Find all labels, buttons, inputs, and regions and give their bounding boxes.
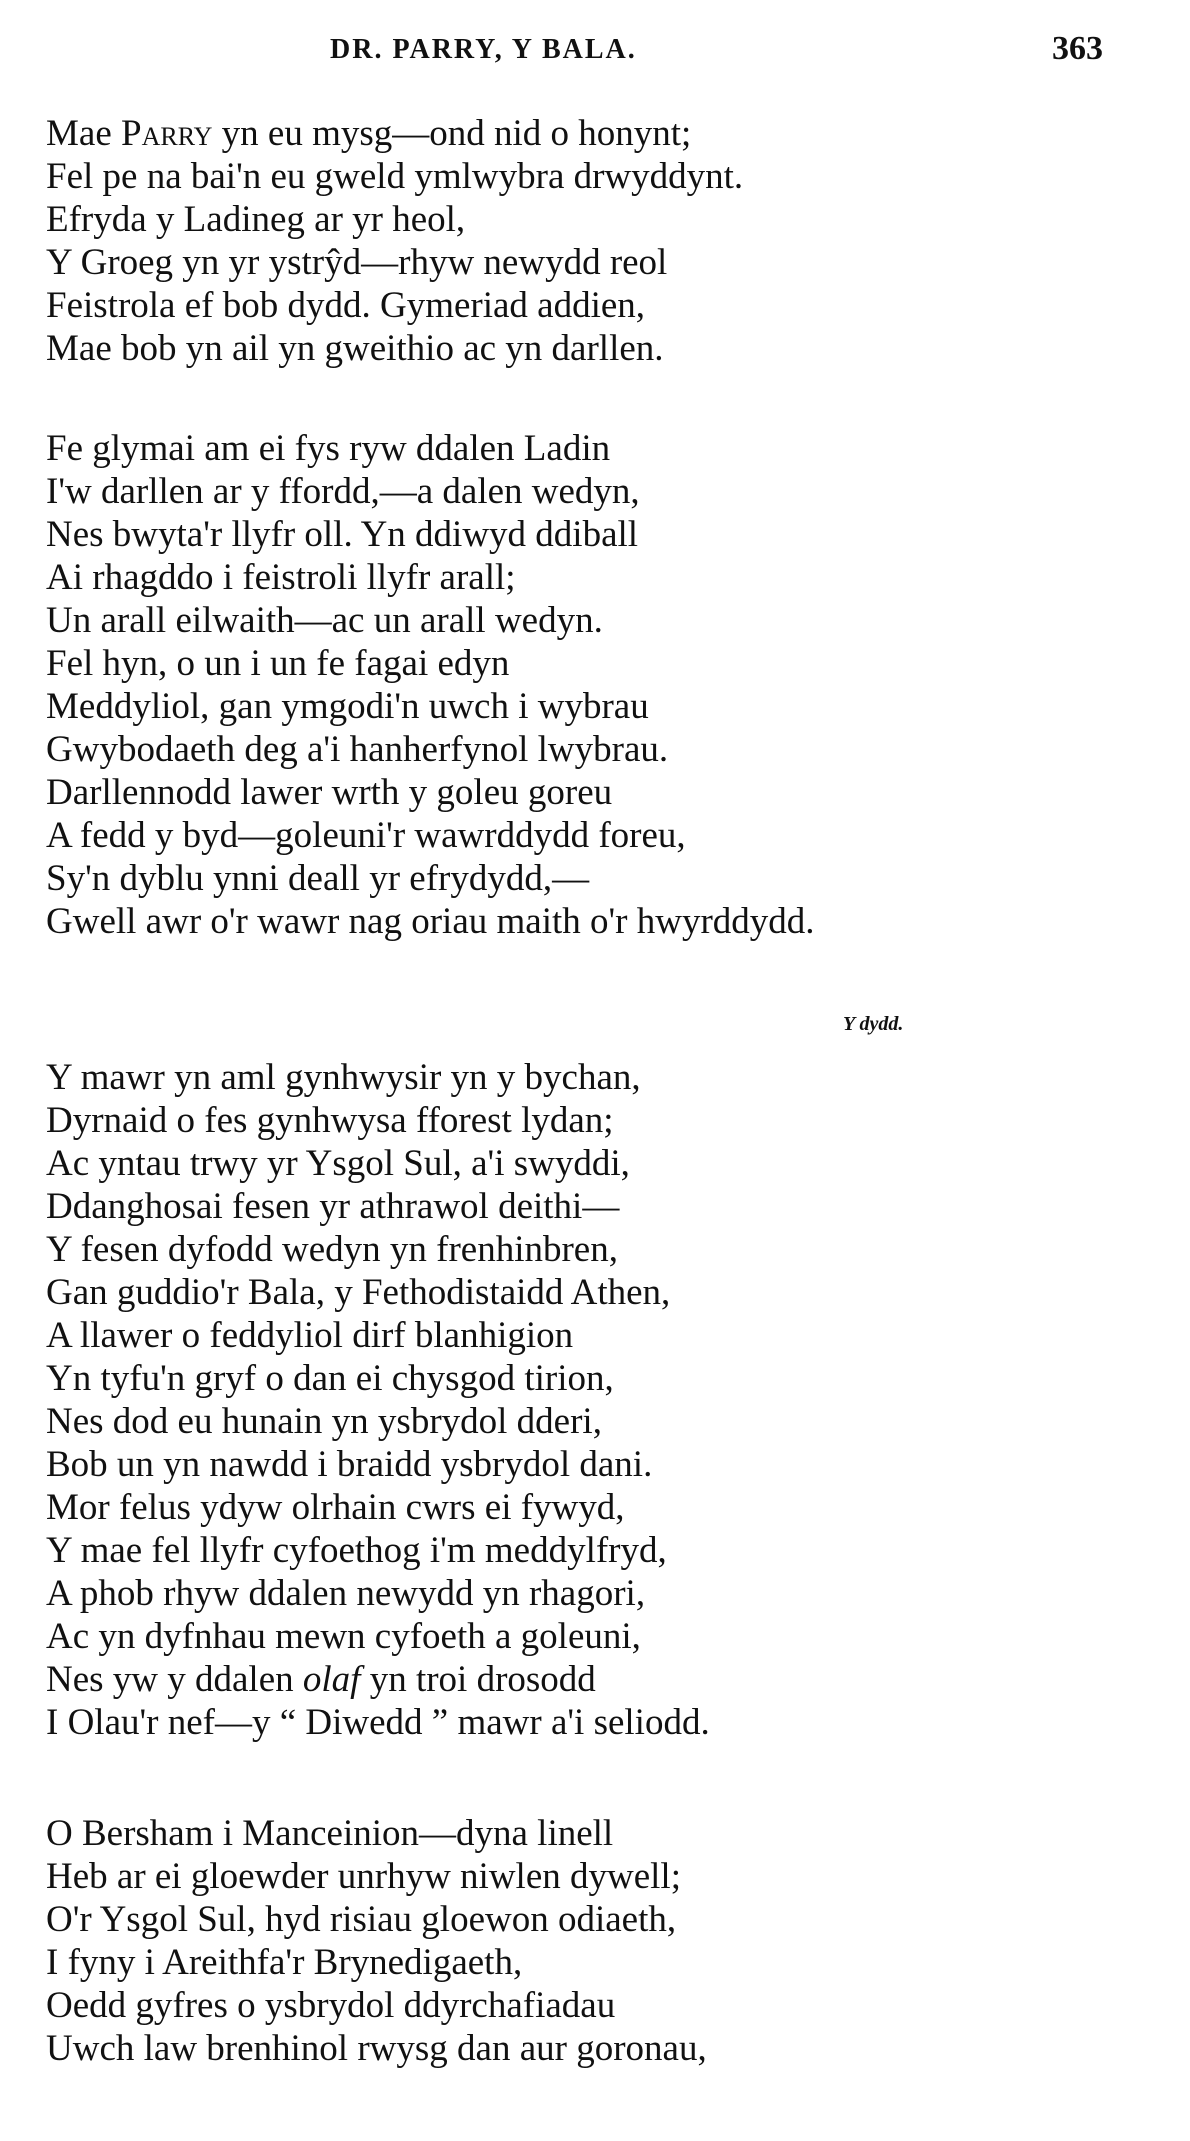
verse-line: O'r Ysgol Sul, hyd risiau gloewon odiaeth, [46, 1899, 677, 1940]
verse-line: Mae Parry yn eu mysg—ond nid o honynt; [46, 113, 692, 154]
verse-line: Dyrnaid o fes gynhwysa fforest lydan; [46, 1100, 614, 1141]
verse-line: A phob rhyw ddalen newydd yn rhagori, [46, 1573, 646, 1614]
verse-line: Efryda y Ladineg ar yr heol, [46, 199, 466, 240]
name-parry: Parry [121, 113, 213, 154]
verse-line: I Olau'r nef—y “ Diwedd ” mawr a'i seliodd. [46, 1702, 710, 1743]
stanza-2 [46, 427, 1156, 943]
stanza-1 [46, 112, 1156, 370]
verse-line: Nes dod eu hunain yn ysbrydol dderi, [46, 1401, 602, 1442]
stanza-4 [46, 1812, 1156, 2070]
verse-line: Heb ar ei gloewder unrhyw niwlen dywell; [46, 1856, 681, 1897]
verse-line: Y mawr yn aml gynhwysir yn y bychan, [46, 1057, 641, 1098]
verse-line: I fyny i Areithfa'r Brynedigaeth, [46, 1942, 523, 1983]
verse-line: Meddyliol, gan ymgodi'n uwch i wybrau [46, 686, 649, 727]
verse-line: Mae bob yn ail yn gweithio ac yn darllen. [46, 328, 664, 369]
verse-line: A fedd y byd—goleuni'r wawrddydd foreu, [46, 815, 686, 856]
running-title: DR. PARRY, Y BALA. [330, 34, 637, 65]
verse-line: A llawer o feddyliol dirf blanhigion [46, 1315, 574, 1356]
verse-line: Bob un yn nawdd i braidd ysbrydol dani. [46, 1444, 653, 1485]
verse-line: Ac yn dyfnhau mewn cyfoeth a goleuni, [46, 1616, 641, 1657]
verse-line: Gwell awr o'r wawr nag oriau maith o'r hwyrddydd. [46, 901, 815, 942]
verse-line: Feistrola ef bob dydd. Gymeriad addien, [46, 285, 646, 326]
verse-line: Ai rhagddo i feistroli llyfr arall; [46, 557, 516, 598]
verse-line: Y Groeg yn yr ystrŷd—rhyw newydd reol [46, 242, 668, 283]
emphasis-olaf: olaf [302, 1659, 361, 1700]
verse-line: Sy'n dyblu ynni deall yr efrydydd,— [46, 858, 590, 899]
verse-line: Y mae fel llyfr cyfoethog i'm meddylfryd, [46, 1530, 667, 1571]
running-head [0, 30, 1190, 74]
verse-line: Fel hyn, o un i un fe fagai edyn [46, 643, 510, 684]
verse-line: Y fesen dyfodd wedyn yn frenhinbren, [46, 1229, 618, 1270]
verse-line: Gan guddio'r Bala, y Fethodistaidd Athen, [46, 1272, 671, 1313]
verse-line: Oedd gyfres o ysbrydol ddyrchafiadau [46, 1985, 616, 2026]
verse-line: Nes yw y ddalen olaf yn troi drosodd [46, 1659, 596, 1700]
verse-line: Yn tyfu'n gryf o dan ei chysgod tirion, [46, 1358, 614, 1399]
verse-line: O Bersham i Manceinion—dyna linell [46, 1813, 614, 1854]
verse-line: Ddanghosai fesen yr athrawol deithi— [46, 1186, 620, 1227]
page-number: 363 [1052, 30, 1103, 67]
verse-line: Fel pe na bai'n eu gweld ymlwybra drwyddynt. [46, 156, 744, 197]
verse-line: Darllennodd lawer wrth y goleu goreu [46, 772, 613, 813]
stanza-3 [46, 1056, 1156, 1744]
verse-line: Uwch law brenhinol rwysg dan aur goronau, [46, 2028, 707, 2069]
verse-line: I'w darllen ar y ffordd,—a dalen wedyn, [46, 471, 640, 512]
verse-line: Mor felus ydyw olrhain cwrs ei fywyd, [46, 1487, 625, 1528]
marginal-note: Y dydd. [843, 1013, 904, 1035]
verse-line: Fe glymai am ei fys ryw ddalen Ladin [46, 428, 611, 469]
verse-line: Ac yntau trwy yr Ysgol Sul, a'i swyddi, [46, 1143, 630, 1184]
verse-line: Nes bwyta'r llyfr oll. Yn ddiwyd ddiball [46, 514, 639, 555]
verse-line: Gwybodaeth deg a'i hanherfynol lwybrau. [46, 729, 669, 770]
verse-line: Un arall eilwaith—ac un arall wedyn. [46, 600, 603, 641]
